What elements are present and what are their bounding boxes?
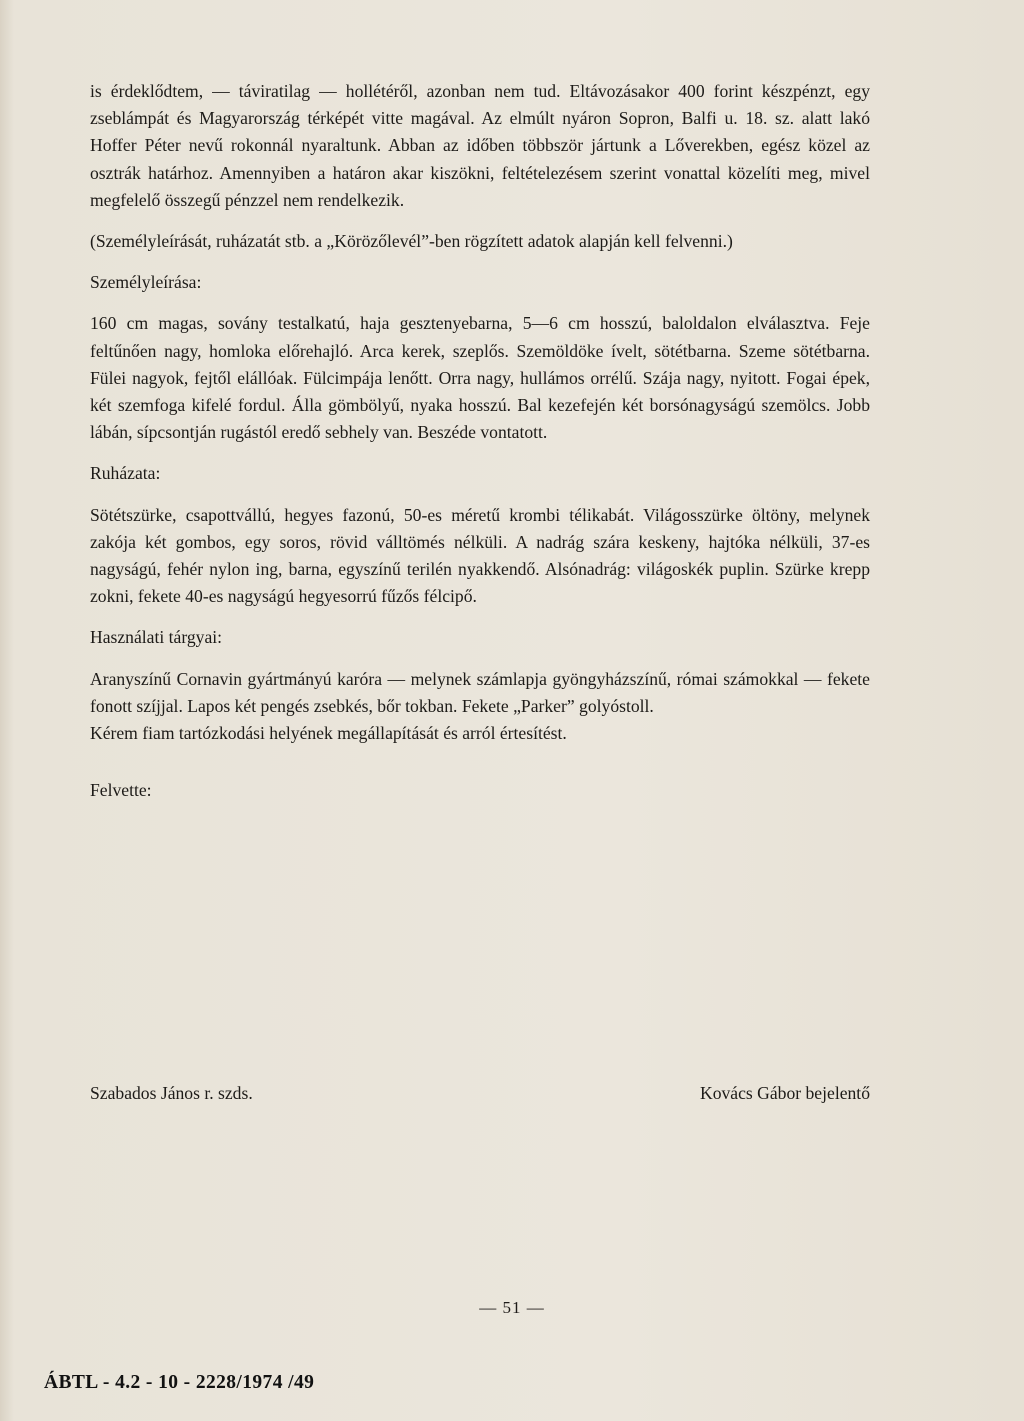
paragraph-request: Kérem fiam tartózkodási helyének megállapítását és arról értesítést. <box>90 723 567 744</box>
signature-officer: Szabados János r. szds. <box>90 1083 253 1103</box>
heading-clothing: Ruházata: <box>90 463 161 484</box>
signature-line <box>90 1080 870 1107</box>
page-number: — 51 — <box>479 1298 545 1317</box>
paragraph-personal-description: 160 cm magas, sovány testalkatú, haja gesztenyebarna, 5—6 cm hosszú, baloldalon elválasztva. Feje feltűnően nagy, homloka előrehajló. Arca kerek, szeplős. Szemöldöke ívelt, sötétbarna. Szeme sötétbarna. Fülei nagyok, fejtől elállóak. Fülcimpája lenőtt. Orra nagy, hullámos orrélű. Szája nagy, nyitott. Fogai épek, két szemfoga kifelé fordul. Álla gömbölyű, nyaka hosszú. Bal kezefején két borsónagyságú szemölcs. Jobb lábán, sípcsontján rugástól eredő sebhely van. Beszéde vontatott. <box>90 313 870 443</box>
paragraph-flight-details: is érdeklődtem, — táviratilag — hollétéről, azonban nem tud. Eltávozásakor 400 forint készpénzt, egy zseblámpát és Magyarország térképét vitte magával. Az elmúlt nyáron Sopron, Balfi u. 18. sz. alatt lakó Hoffer Péter nevű rokonnál nyaraltunk. Abban az időben többször jártunk a Lőverekben, egész közel az osztrák határhoz. Amennyiben a határon akar kiszökni, feltételezésem szerint vonattal közelíti meg, mivel megfelelő összegű pénzzel nem rendelkezik. <box>90 81 870 210</box>
body-text <box>90 78 870 804</box>
archive-reference: ÁBTL - 4.2 - 10 - 2228/1974 /49 <box>44 1372 315 1393</box>
signature-reporter: Kovács Gábor bejelentő <box>699 1083 870 1103</box>
paragraph-description-note: (Személyleírását, ruházatát stb. a „Körözőlevél”-ben rögzített adatok alapján kell felvenni.) <box>90 231 733 252</box>
heading-personal-items: Használati tárgyai: <box>90 627 223 648</box>
heading-personal-description: Személyleírása: <box>90 272 202 293</box>
paragraph-personal-items: Aranyszínű Cornavin gyártmányú karóra — melynek számlapja gyöngyházszínű, római számokkal — fekete fonott szíjjal. Lapos két pengés zsebkés, bőr tokban. Fekete „Parker” golyóstoll. <box>90 668 870 716</box>
paragraph-clothing: Sötétszürke, csapottvállú, hegyes fazonú, 50-es méretű krombi télikabát. Világosszürke öltöny, melynek zakója két gombos, egy soros, rövid válltömés nélküli. A nadrág szára keskeny, hajtóka nélküli, 37-es nagyságú, fehér nylon ing, barna, egyszínű terilén nyakkendő. Alsónadrág: világoskék puplin. Szürke krepp zokni, fekete 40-es nagyságú hegyesorrú fűzős félcipő. <box>90 504 870 607</box>
heading-recorded-by: Felvette: <box>90 780 152 801</box>
